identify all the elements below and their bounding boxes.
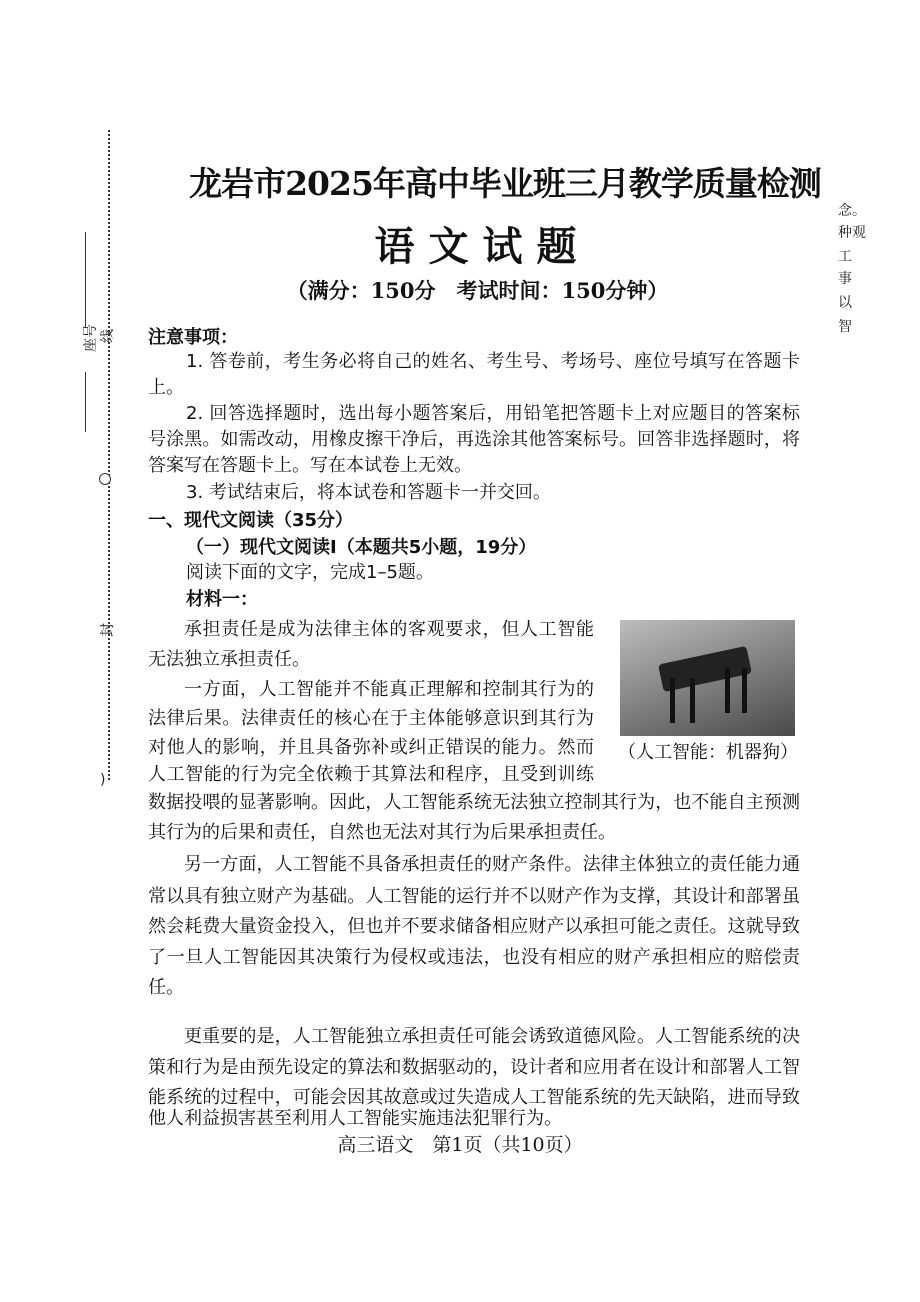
seat-label: 座号 xyxy=(83,324,99,352)
notice-line: 答案写在答题卡上。写在本试卷上无效。 xyxy=(148,455,472,476)
paragraph-line: 能系统的过程中，可能会因其故意或过失造成人工智能系统的先天缺陷，进而导致 xyxy=(148,1087,800,1108)
paragraph-line: 另一方面，人工智能不具备承担责任的财产条件。法律主体独立的责任能力通 xyxy=(184,854,800,875)
instruction: 阅读下面的文字，完成1–5题。 xyxy=(186,562,434,583)
blank-line xyxy=(85,372,86,432)
subject-title: 语文试题 xyxy=(374,223,591,270)
paragraph-line: 人工智能的行为完全依赖于其算法和程序，且受到训练 xyxy=(148,764,594,785)
paragraph-line: 策和行为是由预先设定的算法和数据驱动的，设计者和应用者在设计和部署人工智 xyxy=(148,1057,800,1078)
paragraph-line: 法律后果。法律责任的核心在于主体能够意识到其行为 xyxy=(148,708,594,729)
side-text: 事 xyxy=(838,271,852,287)
image-caption: （人工智能：机器狗） xyxy=(618,742,798,763)
line-label: 线 xyxy=(100,329,116,343)
notice-line: 3. 考试结束后，将本试卷和答题卡一并交回。 xyxy=(186,482,551,503)
paragraph-line: 任。 xyxy=(148,977,184,998)
paragraph-line: 了一旦人工智能因其决策行为侵权或违法，也没有相应的财产承担相应的赔偿责 xyxy=(148,947,800,968)
paragraph-line: 一方面，人工智能并不能真正理解和控制其行为的 xyxy=(184,679,594,700)
robot-dog-image xyxy=(620,620,795,736)
notice-line: 上。 xyxy=(148,377,184,398)
exam-title: 龙岩市2025年高中毕业班三月教学质量检测 xyxy=(189,164,821,203)
side-text: 以 xyxy=(838,295,852,311)
page-footer: 高三语文 第1页（共10页） xyxy=(337,1134,583,1156)
sub-heading: （一）现代文阅读Ⅰ（本题共5小题，19分） xyxy=(186,537,537,558)
notice-heading: 注意事项： xyxy=(148,327,238,348)
paragraph-line: 数据投喂的显著影响。因此，人工智能系统无法独立控制其行为，也不能自主预测 xyxy=(148,792,800,813)
side-text: 种观 xyxy=(838,225,866,241)
paragraph-line: 对他人的影响，并且具备弥补或纠正错误的能力。然而 xyxy=(148,737,594,758)
section-heading: 一、现代文阅读（35分） xyxy=(148,510,354,531)
paragraph-line: 然会耗费大量资金投入，但也并不要求储备相应财产以承担可能之责任。这就导致 xyxy=(148,916,800,937)
notice-line: 1. 答卷前，考生务必将自己的姓名、考生号、考场号、座位号填写在答题卡 xyxy=(186,351,800,372)
side-text: 智 xyxy=(838,319,852,335)
material-label: 材料一： xyxy=(186,589,258,610)
notice-line: 号涂黑。如需改动，用橡皮擦干净后，再选涂其他答案标号。回答非选择题时，将 xyxy=(148,429,800,450)
seal-label: 封 xyxy=(100,623,116,637)
side-text: 念。 xyxy=(838,203,866,219)
paragraph-line: 常以具有独立财产为基础。人工智能的运行并不以财产作为支撑，其设计和部署虽 xyxy=(148,886,800,907)
paragraph-line: 承担责任是成为法律主体的客观要求，但人工智能 xyxy=(184,619,594,640)
paragraph-line: 无法独立承担责任。 xyxy=(148,649,310,670)
notice-line: 2. 回答选择题时，选出每小题答案后，用铅笔把答题卡上对应题目的答案标 xyxy=(186,403,800,424)
paragraph-line: 他人利益损害甚至利用人工智能实施违法犯罪行为。 xyxy=(148,1108,562,1129)
paragraph-line: 更重要的是，人工智能独立承担责任可能会诱致道德风险。人工智能系统的决 xyxy=(184,1026,800,1047)
exam-meta: （满分：150分 考试时间：150分钟） xyxy=(286,278,669,303)
margin-paren: ) xyxy=(100,772,106,788)
paragraph-line: 其行为的后果和责任，自然也无法对其行为后果承担责任。 xyxy=(148,822,616,843)
side-text: 工 xyxy=(838,249,852,265)
binding-hole xyxy=(99,473,111,485)
